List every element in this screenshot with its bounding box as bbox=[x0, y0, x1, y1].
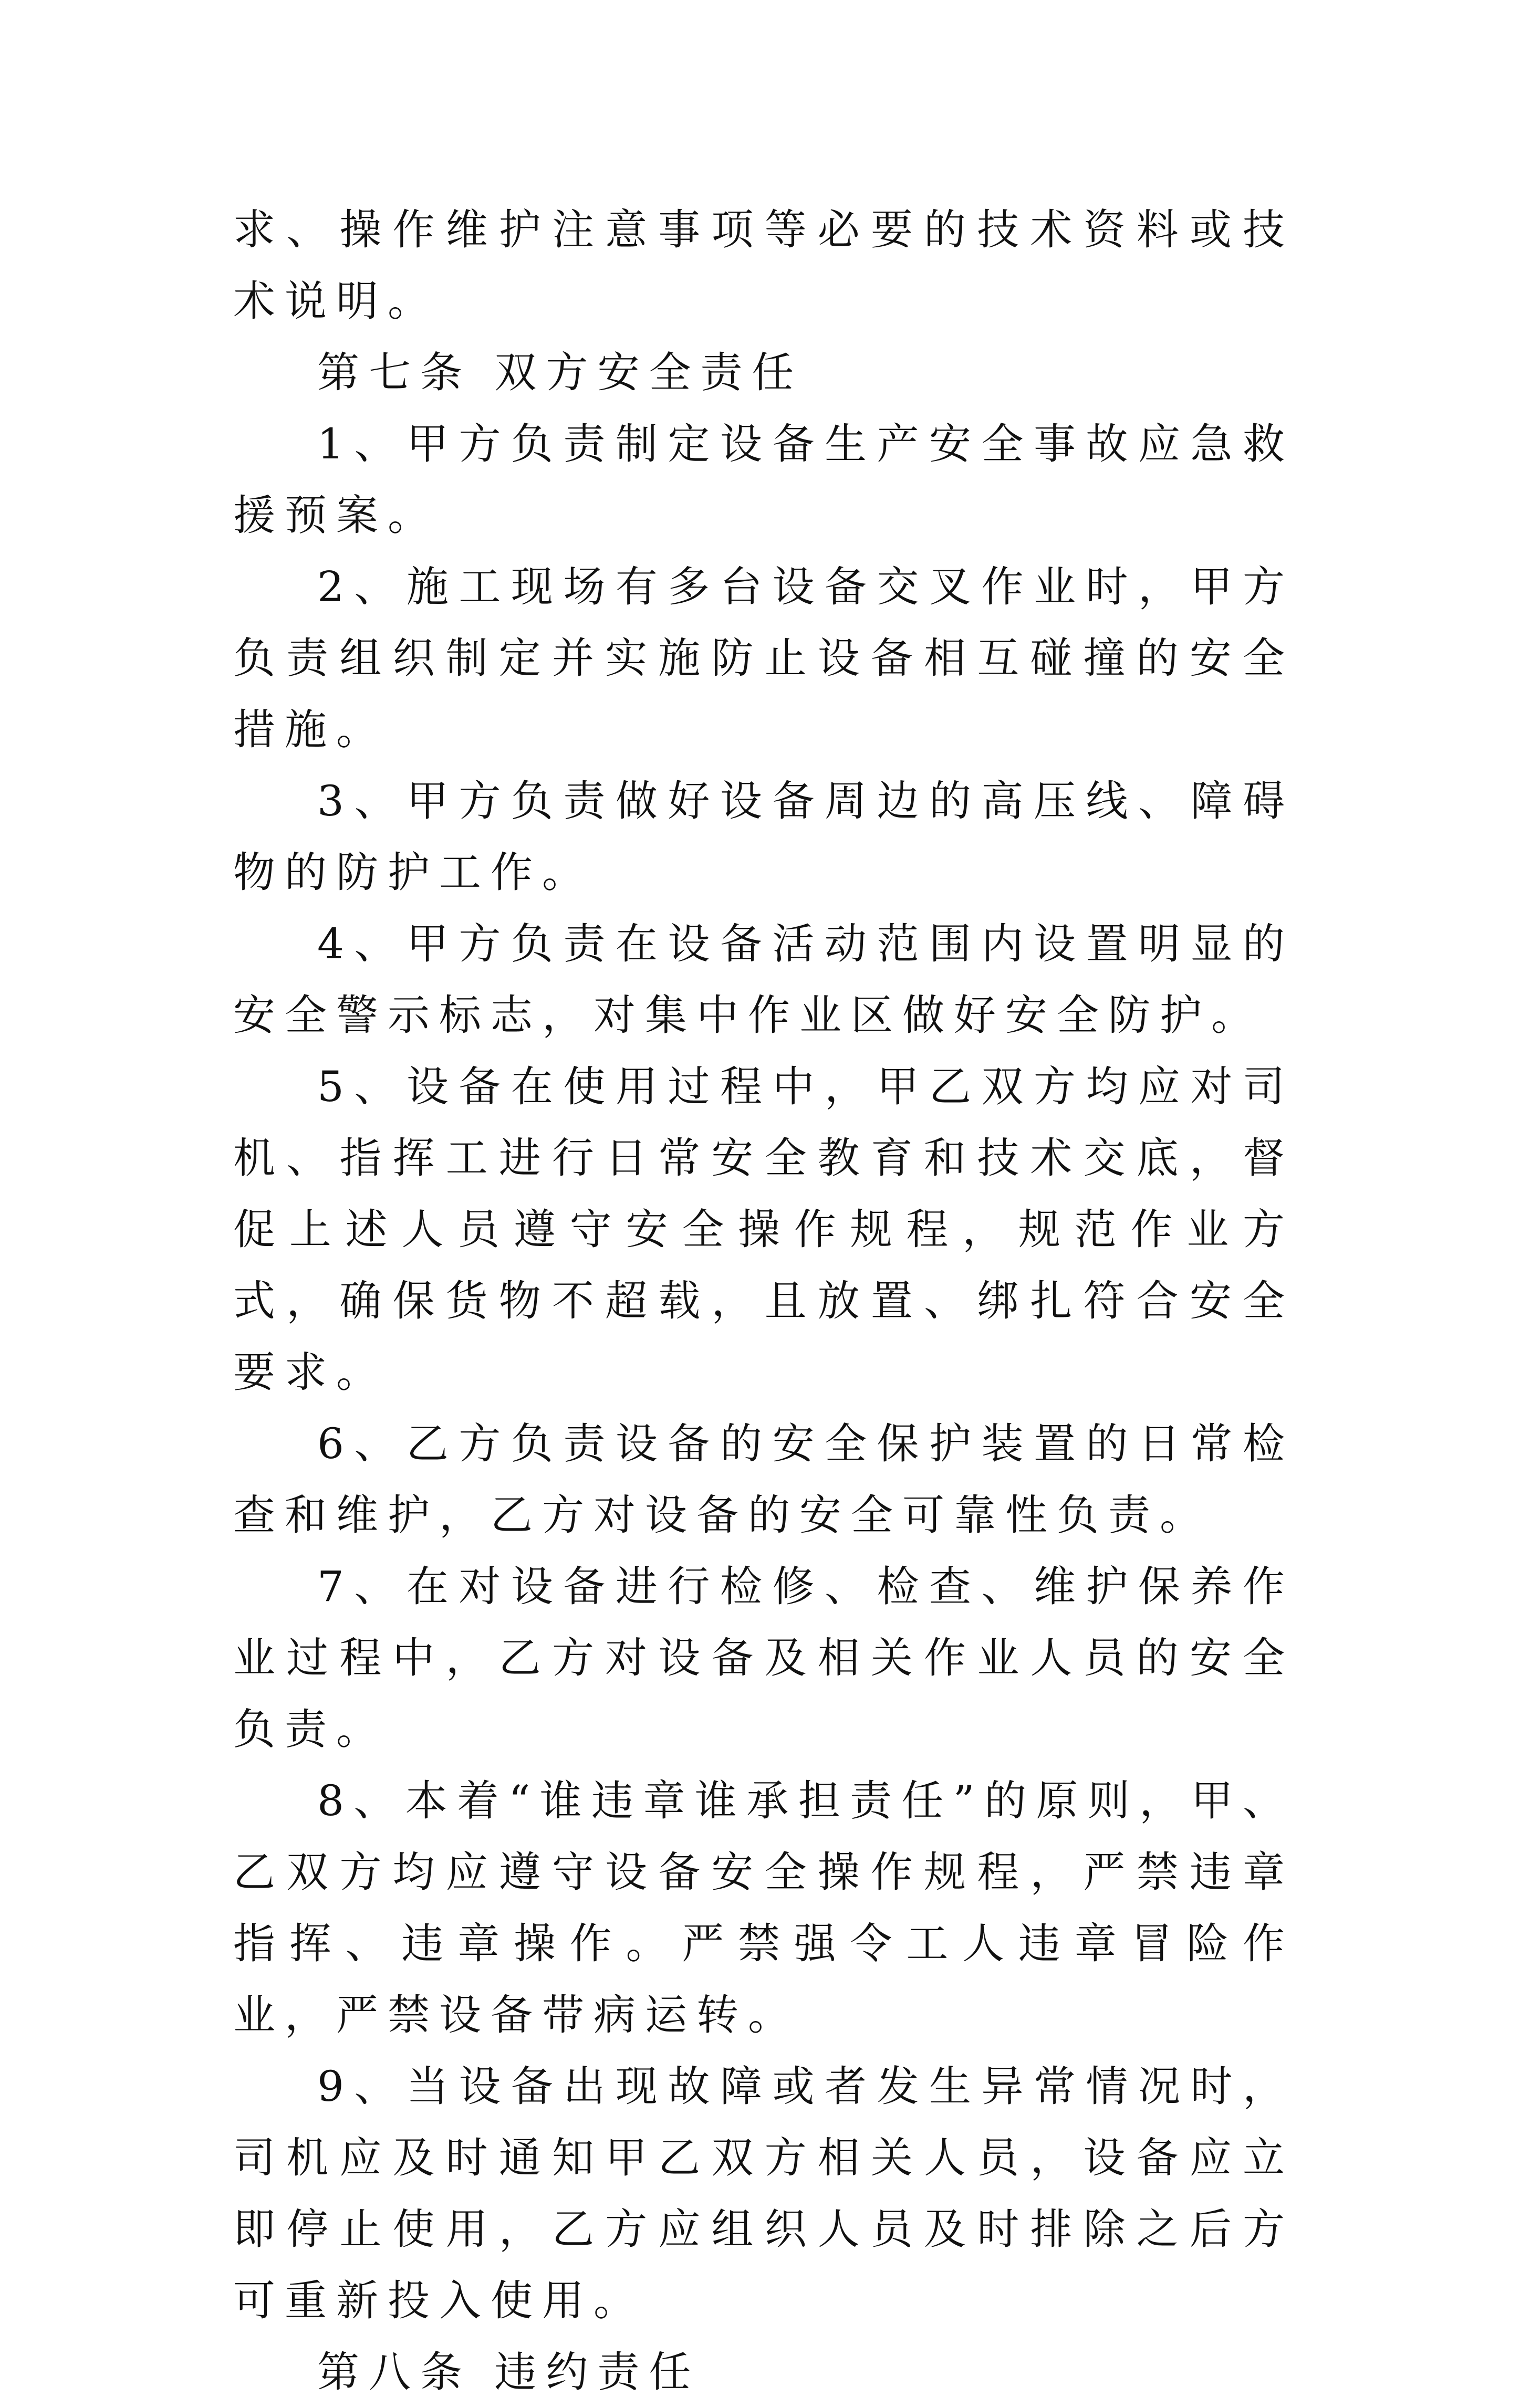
clause-6: 6、乙方负责设备的安全保护装置的日常检查和维护，乙方对设备的安全可靠性负责。 bbox=[233, 1419, 1294, 1540]
clause-9: 9、当设备出现故障或者发生异常情况时，司机应及时通知甲乙双方相关人员，设备应立即停止使用，乙方应组织人员及时排除之后方可重新投入使用。 bbox=[233, 2062, 1294, 2325]
paragraph-continuation: 求、操作维护注意事项等必要的技术资料或技术说明。 bbox=[233, 205, 1294, 326]
article-7-heading: 第七条 双方安全责任 bbox=[317, 348, 804, 397]
clause-7: 7、在对设备进行检修、检查、维护保养作业过程中，乙方对设备及相关作业人员的安全负责。 bbox=[233, 1562, 1294, 1754]
clause-4: 4、甲方负责在设备活动范围内设置明显的安全警示标志，对集中作业区做好安全防护。 bbox=[233, 919, 1294, 1040]
clause-3: 3、甲方负责做好设备周边的高压线、障碍物的防护工作。 bbox=[233, 777, 1294, 897]
clause-1: 1、甲方负责制定设备生产安全事故应急救援预案。 bbox=[233, 420, 1294, 540]
clause-5: 5、设备在使用过程中，甲乙双方均应对司机、指挥工进行日常安全教育和技术交底，督促上述人员遵守安全操作规程，规范作业方式，确保货物不超载，且放置、绑扎符合安全要求。 bbox=[233, 1062, 1294, 1397]
clause-8: 8、本着“谁违章谁承担责任”的原则，甲、乙双方均应遵守设备安全操作规程，严禁违章指挥、违章操作。严禁强令工人违章冒险作业，严禁设备带病运转。 bbox=[233, 1776, 1294, 2039]
clause-2: 2、施工现场有多台设备交叉作业时，甲方负责组织制定并实施防止设备相互碰撞的安全措施。 bbox=[233, 562, 1294, 754]
article-8-heading: 第八条 违约责任 bbox=[317, 2348, 701, 2396]
document-body bbox=[233, 194, 1294, 2408]
